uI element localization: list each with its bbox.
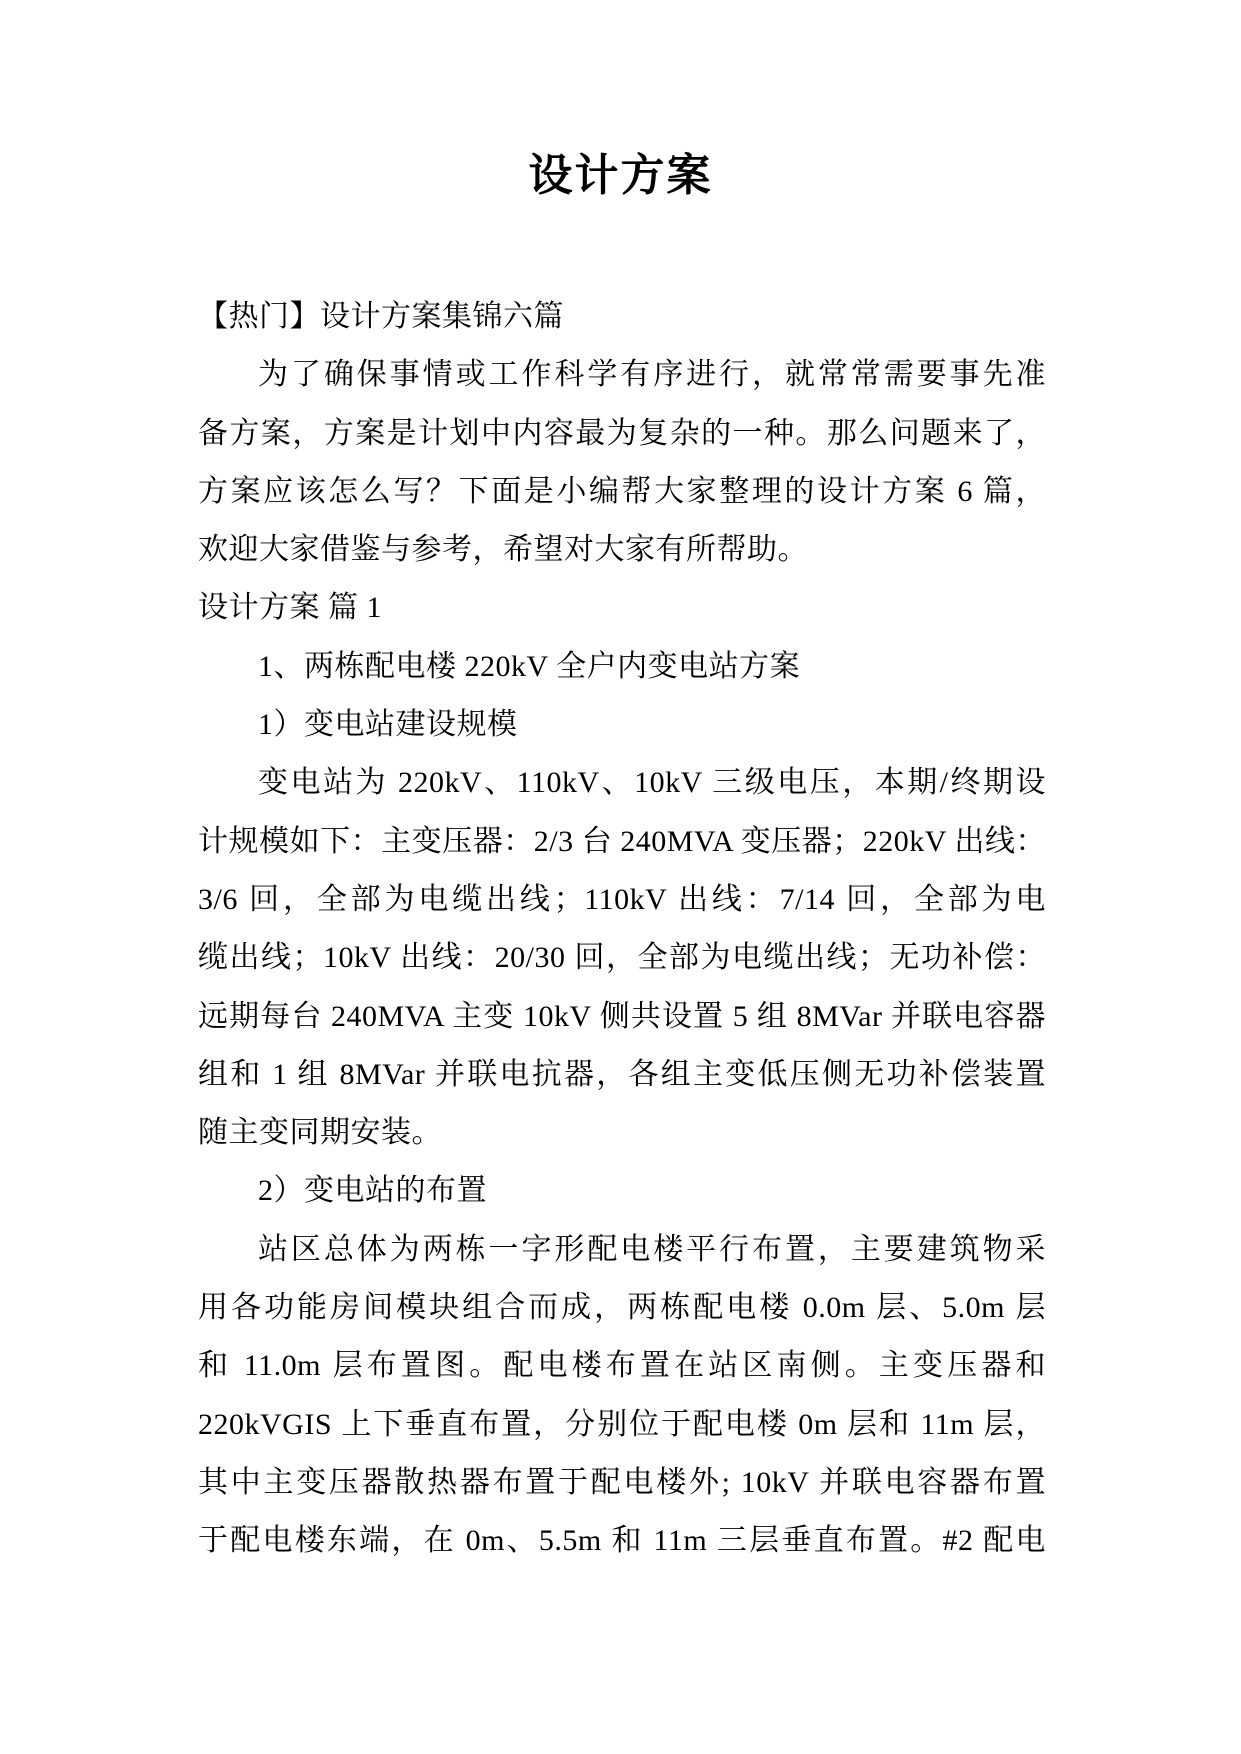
text-line: 于配电楼东端，在 0m、5.5m 和 11m 三层垂直布置。#2 配电: [198, 1524, 1046, 1558]
paragraph: [198, 696, 1046, 754]
text-line: 变电站为 220kV、110kV、10kV 三级电压，本期/终期设: [258, 766, 1046, 800]
paragraph: [198, 754, 1046, 1162]
text-line: 和 11.0m 层布置图。配电楼布置在站区南侧。主变压器和: [198, 1349, 1046, 1383]
text-line: 组和 1 组 8MVar 并联电抗器，各组主变低压侧无功补偿装置: [198, 1057, 1046, 1091]
document-body: [198, 288, 1046, 1571]
text-line: 2）变电站的布置: [258, 1174, 487, 1208]
text-line: 随主变同期安装。: [198, 1116, 442, 1150]
text-line: 计规模如下：主变压器：2/3 台 240MVA 变压器；220kV 出线：: [198, 824, 1046, 858]
paragraph: [198, 346, 1046, 579]
text-line: 欢迎大家借鉴与参考，希望对大家有所帮助。: [198, 533, 808, 567]
text-line: 其中主变压器散热器布置于配电楼外; 10kV 并联电容器布置: [198, 1465, 1046, 1499]
paragraph: [198, 579, 1046, 637]
text-line: 3/6 回，全部为电缆出线；110kV 出线：7/14 回，全部为电: [198, 882, 1046, 916]
text-line: 设计方案 篇 1: [198, 591, 382, 625]
text-line: 220kVGIS 上下垂直布置，分别位于配电楼 0m 层和 11m 层，: [198, 1407, 1046, 1441]
text-line: 1、两栋配电楼 220kV 全户内变电站方案: [258, 649, 801, 683]
document-title: 设计方案: [528, 151, 713, 200]
text-line: 1）变电站建设规模: [258, 708, 518, 742]
text-line: 方案应该怎么写？下面是小编帮大家整理的设计方案 6 篇，: [198, 474, 1046, 508]
paragraph: [198, 288, 1046, 346]
paragraph: [198, 1221, 1046, 1571]
text-line: 为了确保事情或工作科学有序进行，就常常需要事先准: [258, 358, 1046, 392]
paragraph: [198, 638, 1046, 696]
text-line: 站区总体为两栋一字形配电楼平行布置，主要建筑物采: [258, 1232, 1046, 1266]
text-line: 【热门】设计方案集锦六篇: [198, 300, 564, 333]
text-line: 备方案，方案是计划中内容最为复杂的一种。那么问题来了，: [198, 416, 1046, 450]
text-line: 远期每台 240MVA 主变 10kV 侧共设置 5 组 8MVar 并联电容器: [198, 999, 1046, 1033]
text-line: 用各功能房间模块组合而成，两栋配电楼 0.0m 层、5.0m 层: [198, 1291, 1046, 1325]
paragraph: [198, 1162, 1046, 1220]
text-line: 缆出线；10kV 出线：20/30 回，全部为电缆出线；无功补偿：: [198, 941, 1046, 975]
